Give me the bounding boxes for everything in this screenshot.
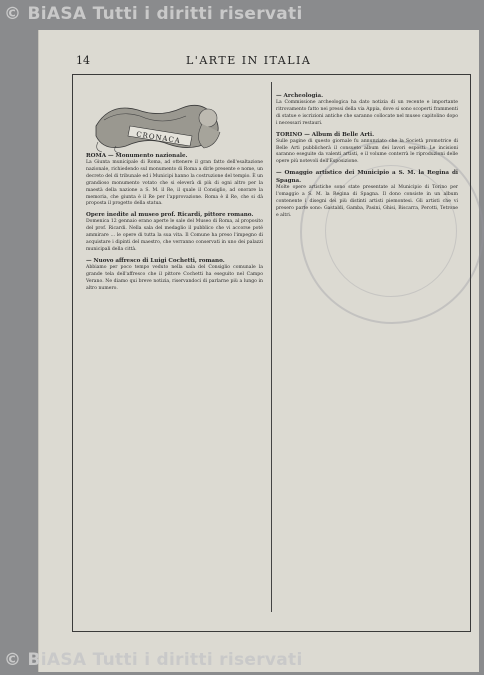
section-body: Molte opere artistiche sono state presentate al Municipio di Torino per l'omaggio a S. M. la Regina di Spagna. Il dono consiste in un album contenente i disegni dei più distinti artisti piemontesi. Gli artisti che vi presero parte sono: Gastaldi, Gamba, Pasini, Ghisi, Biscarra, Perotti, Tetrone e altri.: [276, 185, 458, 218]
section-archeologia: [276, 92, 458, 128]
cronaca-vignette: [90, 96, 230, 154]
right-column: [276, 90, 458, 223]
column-divider: [271, 82, 272, 612]
section-heading: ROMA — Monumento nazionale.: [86, 153, 188, 159]
section-body: La Commissione archeologica ha dato notizia di un recente e importante ritrovamento fatto nei pressi della via Appia, dove si sono scoperti frammenti di statue e iscrizioni antiche che saranno collocate nel museo capitolino dopo i necessari restauri.: [276, 100, 458, 126]
section-heading: — Nuovo affresco di Luigi Cochetti, romano.: [86, 257, 225, 264]
running-title: L'ARTE IN ITALIA: [186, 54, 312, 67]
section-body: Abbiamo per poco tempo veduto nella sala del Consiglio comunale la grande tela dell'affresco che il pittore Cochetti ha eseguito nel Campo Verano. Ne diamo qui breve notizia, riservandoci di parlarne più a lungo in altro numero.: [86, 264, 263, 291]
section-body: Sulle pagine di questo giornale fu annunziato che la Società promotrice di Belle Arti pubblicherà il consueto album dei lavori esposti. Le incisioni saranno eseguite da valenti artisti, e il volume conterrà le riproduzioni delle opere più notevoli dell'Esposizione.: [276, 138, 458, 165]
section-ricardi: [86, 211, 263, 254]
section-heading: — Archeologia.: [276, 93, 324, 99]
vignette-label: CRONACA: [135, 130, 182, 146]
section-roma: [86, 152, 263, 208]
page-number: 14: [76, 54, 90, 67]
section-heading: Opere inedite al museo prof. Ricardi, pittore romano.: [86, 212, 254, 219]
left-column: [86, 150, 263, 296]
section-heading: TORINO — Album di Belle Arti.: [276, 131, 375, 138]
section-body: La Giunta municipale di Roma, ad ottenere il gran fatto dell'esaltazione nazionale, richiedendo sul monumento di Roma a dirle presente e nome, un decreto del di tribunale ed i Municipi hanno la costruzione del tempio. È un grandioso monumento votato che si eleverà di più di ogni altro per la maestà della nazione a S. M. il Re, il quale il Consiglio, ad onorare la memoria, che giunta è il Re per l'approvazione. Roma è il Re, che si dà proposta il progetto della statua.: [86, 160, 263, 207]
page-header: [76, 54, 466, 70]
section-body: Domenica 12 gennaio erano aperte le sale del Museo di Roma, al proposito del prof. Ricardi. Nella sala del medaglio il pubblico che vi accorse poté ammirare ... le opere di tutta la sua vita. Il Comune ha preso l'impegno di acquistare i dipinti del maestro, che verranno conservati in uno dei palazzi municipali della città.: [86, 219, 263, 252]
section-heading: — Omaggio artistico dei Municipio a S. M. la Regina di Spagna.: [276, 170, 458, 185]
watermark-top: © BiASA Tutti i diritti riservati: [4, 4, 303, 24]
watermark-bottom: © BiASA Tutti i diritti riservati: [4, 650, 303, 670]
section-torino: [276, 131, 458, 167]
section-omaggio: [276, 169, 458, 220]
section-cochetti: [86, 257, 263, 293]
